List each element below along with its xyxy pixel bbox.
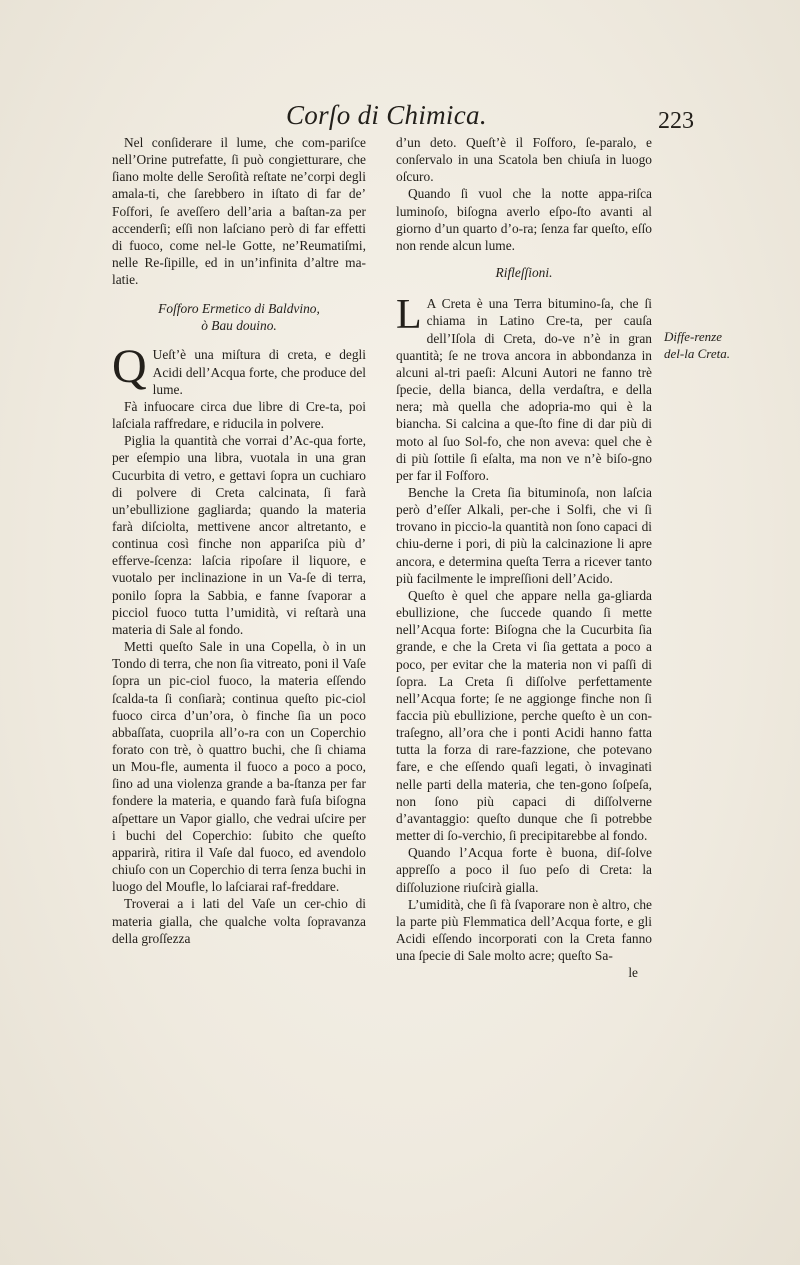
running-title: Corſo di Chimica. — [286, 100, 487, 130]
section-heading-line: Foſforo Ermetico di Baldvino, — [158, 301, 320, 317]
paragraph: Quando ſi vuol che la notte appa-riſca luminoſo, biſogna averlo eſpo-ſto avanti al giorno d’un quarto d’o-ra; ſenza far queſto, eſſo non rende alcun lume. — [396, 186, 652, 253]
section-heading — [112, 300, 366, 334]
page-number: 223 — [658, 108, 694, 134]
paragraph: Benche la Creta ſia bituminoſa, non laſcia però d’eſſer Alkali, per-che i Solfi, che vi ſi trovano in piccio-la quantità non ſono capaci di chiu-derne i pori, di più la calcinazione li apre ancora, e determina queſta Terra a ricever tanto più facilmente le impreſſioni dell’Acido. — [396, 484, 652, 586]
paragraph: Quando l’Acqua forte è buona, diſ-ſolve appreſſo a poco il ſuo peſo di Creta: la diſſoluzione riuſcirà gialla. — [396, 845, 652, 895]
section-heading: Rifleſſioni. — [495, 265, 553, 281]
paragraph: Troverai a i lati del Vaſe un cer-chio di materia gialla, che qualche volta ſopravanza della groſſezza — [112, 896, 366, 946]
paragraph: Queſto è quel che appare nella ga-gliarda ebullizione, che ſuccede quando ſi mette nell’Acqua forte: Biſogna che la Cucurbita ſia grande, e che la Creta vi ſia gettata a poco a poco, per evitar che la materia non vi paſſi di ſopra. La Creta ſi diſſolve perfettamente nell’Acqua forte; ſe ne aggionge finche non ſi faccia più ebullizione, perche queſto è un con-traſegno, all’ora che i ponti Acidi hanno fatta tutta la forza di rare-fazzione, che potevano fare, e che eſſendo quaſi legati, ò invaginati nelle parti della materia, che ten-gono ſoſpeſa, non ſono più capaci di diſſolverne d’avantaggio: queſto dunque che ſi potrebbe metter di ſo-verchio, ſi precipitarebbe al fondo. — [396, 587, 652, 844]
paragraph: L’umidità, che ſi fà ſvaporare non è altro, che la parte più Flemmatica dell’Acqua forte, e gli Acidi eſſendo incorporati con la Creta fanno una ſpecie di Sale molto acre; queſto Sa- — [396, 896, 652, 964]
paragraph: Nel conſiderare il lume, che com-pariſce nell’Orine putrefatte, ſi può congietturare, che ſiano molte delle Seroſità reſtate ne’corpi degli amala-ti, che ſarebbero in iſtato di far de’ Foſfori, ſe aveſſero dell’aria a baſtan-za per accenderſi; eſſi non laſciano però di far effetti di fuoco, come nel-le Gotte, ne’Reumatiſmi, nelle Re-ſipille, ed in un’infinita d’altre ma-latie. — [112, 135, 366, 288]
paragraph: d’un deto. Queſt’è il Foſforo, ſe-paralo, e conſervalo in una Scatola ben chiuſa in luogo oſcuro. — [396, 135, 652, 185]
margin-note: Diffe-renze del-la Creta. — [664, 329, 730, 361]
paragraph: Metti queſto Sale in una Copella, ò in un Tondo di terra, che non ſia vitreato, poni il Vaſe ſopra un pic-ciol fuoco, la materia eſſendo ſcalda-ta ſi conſiarà; continua queſto pic-ciol fuoco circa d’un’ora, ò finche ſia un poco abbaſſata, cuoprila all’o-ra con un Coperchio forato con trè, ò quattro buchi, che ſi chiama un Mou-fle, aumenta il fuoco a poco a poco, ſino ad una violenza grande a ba-ſtanza per far fondere la materia, e quando farà fuſa biſogna aſpettare un Vapor giallo, che vedrai uſcire per i buchi del Coperchio: ſubito che queſto apparirà, ritira il Vaſe dal fuoco, ed avendolo chiuſo con un Coperchio di terra ſenza buchi in luogo del Moufle, lo laſciarai raf-freddare. — [112, 639, 366, 895]
section-heading-line: ò Bau douino. — [201, 318, 277, 334]
drop-capital: Q — [112, 340, 147, 394]
paragraph-with-dropcap — [112, 340, 366, 397]
paragraph: Ueſt’è una miſtura di creta, e degli Acidi dell’Acqua forte, che produce del lume. — [152, 347, 366, 397]
left-column — [112, 134, 366, 947]
catchword: le — [628, 965, 638, 981]
right-column — [396, 134, 652, 982]
paragraph: A Creta è una Terra bitumino-ſa, che ſi chiama in Latino Cre-ta, per cauſa dell’Iſola di Creta, do-ve n’è in gran quantità; ſe ne trova ancora in abbondanza in alcuni al-tri paeſi: Alcuni Autori ne fanno trè ſpecie, della bianca, della verdaſtra, e della nera; mà quella che adopria-mo qui è la biancha. Si calcina a que-ſto fine di dar più di moto al ſuo Sol-fo, che non aveva: quel che è di più ſottile ſi eſalta, ma non ve n’è biſo-gno per far il Foſforo. — [396, 296, 652, 483]
drop-capital: L — [396, 292, 422, 339]
paragraph-with-dropcap — [396, 292, 652, 484]
paragraph: Piglia la quantità che vorrai d’Ac-qua forte, per eſempio una libra, vuotala in una gran Cucurbita di vetro, e gettavi ſopra un cuchiaro di polvere di Creta calcinata, ſi farà un’ebullizione gagliarda; quando la materia farà diſciolta, mettivene ancor altretanto, e continua così finche non appariſca più d’ efferve-ſcenza: laſcia ripoſare il liquore, e vuotalo per inclinazione in un Va-ſe di terra, ponilo ſopra la Sabbia, e fanne ſvaporar a picciol fuoco tutta l’umidità, vi reſtarà una materia di Sale al fondo. — [112, 433, 366, 637]
paragraph: Fà infuocare circa due libre di Cre-ta, poi laſciala raffredare, e riducila in polvere. — [112, 398, 366, 432]
